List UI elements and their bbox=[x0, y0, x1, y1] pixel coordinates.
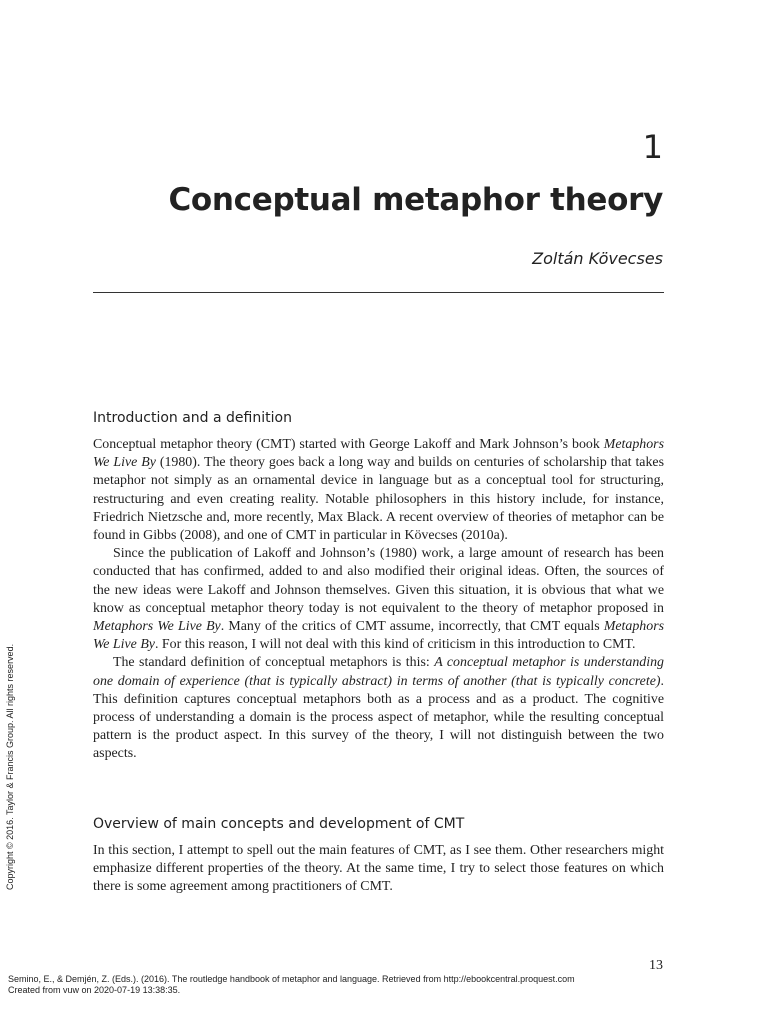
title-divider bbox=[93, 292, 664, 293]
section-body-overview bbox=[93, 842, 664, 897]
chapter-number: 1 bbox=[642, 128, 663, 166]
section-heading-overview: Overview of main concepts and development of CMT bbox=[93, 816, 465, 832]
copyright-notice: Copyright © 2016. Taylor & Francis Group. All rights reserved. bbox=[5, 643, 15, 890]
paragraph: The standard definition of conceptual metaphors is this: A conceptual metaphor is understanding one domain of experience (that is typically abstract) in terms of another (that is typically concrete). This definition captures conceptual metaphors both as a process and as a product. The cognitive process of understanding a domain is the process aspect of metaphor, while the resulting conceptual pattern is the product aspect. In this survey of the theory, I will not distinguish between the two aspects. bbox=[93, 655, 664, 762]
paragraph: Since the publication of Lakoff and Johnson’s (1980) work, a large amount of research has been conducted that has confirmed, added to and also modified their original ideas. Often, the sources of the new ideas were Lakoff and Johnson themselves. Given this situation, it is obvious that what we know as conceptual metaphor theory today is not equivalent to the theory of metaphor proposed in Metaphors We Live By. Many of the critics of CMT assume, incorrectly, that CMT equals Metaphors We Live By. For this reason, I will not deal with this kind of criticism in this introduction to CMT. bbox=[93, 546, 665, 653]
footer bbox=[8, 974, 575, 996]
section-body-introduction bbox=[93, 436, 664, 764]
paragraph: Conceptual metaphor theory (CMT) started with George Lakoff and Mark Johnson’s book Metaphors We Live By (1980). The theory goes back a long way and builds on centuries of scholarship that takes metaphor not simply as an ornamental device in language but as a conceptual tool for structuring, restructuring and even creating reality. Notable philosophers in this history include, for instance, Friedrich Nietzsche and, more recently, Max Black. A recent overview of theories of metaphor can be found in Gibbs (2008), and one of CMT in particular in Kövecses (2010a). bbox=[93, 437, 664, 544]
chapter-author: Zoltán Kövecses bbox=[532, 249, 663, 268]
chapter-title: Conceptual metaphor theory bbox=[168, 182, 663, 218]
paragraph: In this section, I attempt to spell out the main features of CMT, as I see them. Other researchers might emphasize different properties of the theory. At the same time, I try to select those features on which there is some agreement among practitioners of CMT. bbox=[93, 843, 664, 895]
page-number: 13 bbox=[649, 958, 663, 973]
footer-citation: Semino, E., & Demjén, Z. (Eds.). (2016). The routledge handbook of metaphor and language. Retrieved from http://ebookcentral.proquest.com bbox=[8, 974, 575, 984]
section-heading-introduction: Introduction and a definition bbox=[93, 410, 292, 426]
footer-created: Created from vuw on 2020-07-19 13:38:35. bbox=[8, 985, 181, 995]
